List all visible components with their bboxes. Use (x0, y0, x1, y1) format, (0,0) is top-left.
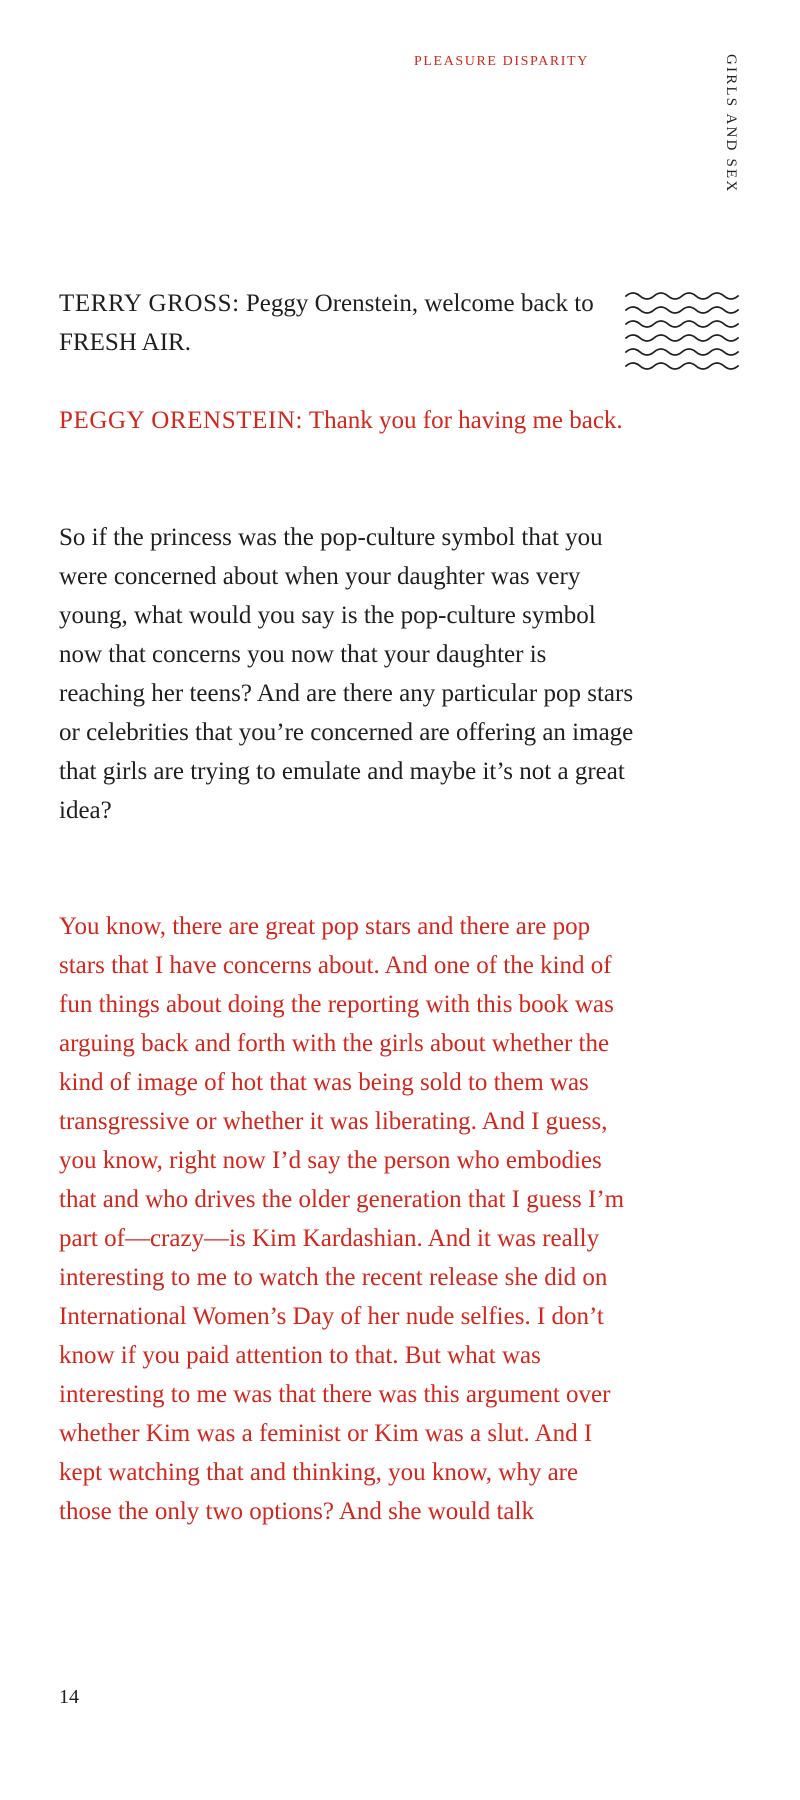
paragraph-text: So if the princess was the pop-culture symbol that you were concerned about when your daughter was very young, what would you say is the pop-culture symbol now that concerns you now that your daughter is reaching her teens? And are there any particular pop stars or celebrities that you’re concerned are offering an image that girls are trying to emulate and maybe it’s not a great idea? (59, 524, 634, 824)
speaker-label: PEGGY ORENSTEIN: (59, 407, 304, 434)
paragraph-answer (59, 907, 635, 1531)
page-number: 14 (59, 1686, 79, 1708)
paragraph-terry-greeting (59, 284, 635, 362)
paragraph-text: Thank you for having me back. (303, 407, 623, 434)
paragraph-question (59, 518, 635, 830)
running-head: PLEASURE DISPARITY (414, 54, 589, 69)
paragraph-text: You know, there are great pop stars and there are pop stars that I have concerns about. And one of the kind of fun things about doing the reporting with this book was arguing back and forth with the girls about whether the kind of image of hot that was being sold to them was transgressive or whether it was liberating. And I guess, you know, right now I’d say the person who embodies that and who drives the older generation that I guess I’m part of—crazy—is Kim Kardashian. And it was really interesting to me to watch the recent release she did on International Women’s Day of her nude selfies. I don’t know if you paid attention to that. But what was interesting to me was that there was this argument over whether Kim was a feminist or Kim was a slut. And I kept watching that and thinking, you know, why are those the only two options? And she would talk (59, 913, 625, 1525)
speaker-label: TERRY GROSS: (59, 290, 240, 317)
paragraph-peggy-reply (59, 401, 635, 440)
paragraph-text: Peggy Orenstein, welcome back to FRESH AIR. (59, 290, 594, 356)
side-title: GIRLS AND SEX (723, 54, 739, 194)
wave-lines-icon (624, 290, 744, 390)
